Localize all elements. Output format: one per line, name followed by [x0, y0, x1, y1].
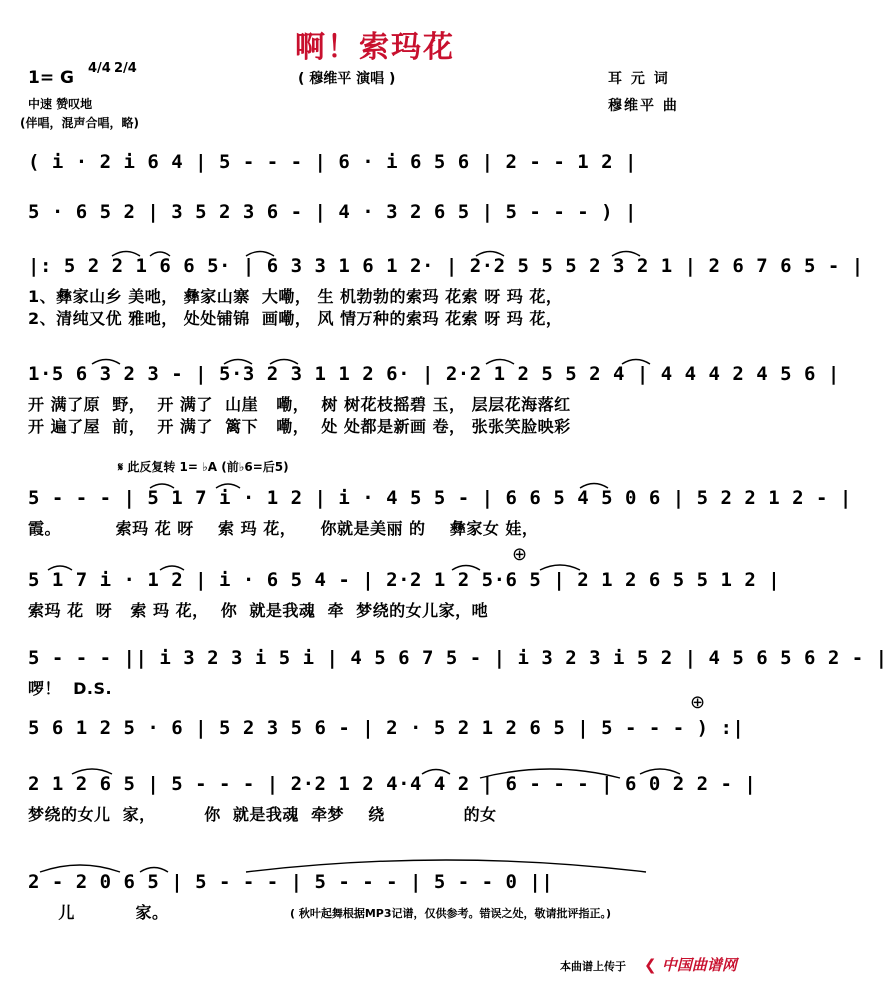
lyricist-credit: 耳 元 词: [608, 71, 670, 87]
notes-line: 5 - - - | 5 1 7 i · 1 2 | i · 4 5 5 - | 6 6 5 4 5 0 6 | 5 2 2 1 2 - |: [28, 487, 852, 509]
lyric-line: 梦绕的女儿 家， 你 就是我魂 牵梦 绕 的女: [28, 805, 497, 824]
lyric-line: 啰！ D.S.: [28, 679, 113, 698]
notes-line: 5 1 7 i · 1 2 | i · 6 5 4 - | 2·2 1 2 5·6 5 | 2 1 2 6 5 5 1 2 |: [28, 569, 781, 591]
upload-credit: 本曲谱上传于: [560, 960, 626, 973]
notes-line: |: 5 2 2 1 6 6 5· | 6 3 3 1 6 1 2· | 2·2 5 5 5 2 3 2 1 | 2 6 7 6 5 - |: [28, 255, 864, 277]
score-system-5: [28, 486, 852, 540]
score-system-1: [28, 150, 730, 174]
notes-line: ( i · 2 i 6 4 | 5 - - - | 6 · i 6 5 6 | 2 - - 1 2 |: [28, 151, 637, 173]
coda-icon: ⊕: [512, 544, 528, 565]
time-signature-1: 4/4: [88, 61, 111, 76]
notes-line: 5 · 6 5 2 | 3 5 2 3 6 - | 4 · 3 2 6 5 | 5 - - - ) |: [28, 201, 637, 223]
lyric-line: 霞。 索玛 花 呀 索 玛 花， 你就是美丽 的 彝家女 娃，: [28, 519, 539, 538]
lyric-verse-1: 1、彝家山乡 美吔， 彝家山寨 大嘞， 生 机勃勃的索玛 花索 呀 玛 花，: [28, 287, 563, 306]
lyric-verse-1: 开 满了原 野， 开 满了 山崖 嘞， 树 树花枝摇碧 玉， 层层花海落红: [28, 395, 571, 414]
key-signature: 1= G: [28, 68, 74, 88]
score-system-8: [28, 716, 745, 740]
page-title: 啊！索玛花: [295, 30, 455, 65]
time-signature-2: 2/4: [114, 61, 137, 76]
logo-icon: ❮: [644, 956, 657, 974]
score-system-9: [28, 772, 757, 826]
singer-credit: ( 穆维平 演唱 ): [298, 71, 396, 87]
site-logo: [644, 954, 737, 975]
lyric-line: 儿 家。: [28, 903, 169, 922]
score-system-6: [28, 568, 781, 622]
score-system-7: [28, 646, 888, 700]
score-system-3: [28, 254, 864, 330]
notes-line: 2 1 2 6 5 | 5 - - - | 2·2 1 2 4·4 4 2 | 6 - - - | 6 0 2 2 - |: [28, 773, 757, 795]
notes-line: 1·5 6 3 2 3 - | 5·3 2 3 1 1 2 6· | 2·2 1 2 5 5 2 4 | 4 4 4 2 4 5 6 |: [28, 363, 840, 385]
segno-modulation-mark: 𝄋 此反复转 1= ♭A (前♭6=后5): [118, 460, 289, 474]
site-name: 中国曲谱网: [661, 956, 737, 974]
coda-icon: ⊕: [690, 692, 706, 713]
lyric-verse-2: 2、清纯又优 雅吔， 处处铺锦 画嘞， 风 情万种的索玛 花索 呀 玛 花，: [28, 309, 563, 328]
notes-line: 5 6 1 2 5 · 6 | 5 2 3 5 6 - | 2 · 5 2 1 2 6 5 | 5 - - - ) :|: [28, 717, 745, 739]
accompaniment-note: (伴唱，混声合唱，略): [20, 116, 139, 130]
lyric-verse-2: 开 遍了屋 前， 开 满了 篱下 嘞， 处 处都是新画 卷， 张张笑脸映彩: [28, 417, 571, 436]
tempo-marking: 中速 赞叹地: [28, 97, 93, 111]
lyric-line: 索玛 花 呀 索 玛 花， 你 就是我魂 牵 梦绕的女儿家，吔: [28, 601, 489, 620]
transcriber-note: ( 秋叶起舞根据MP3记谱，仅供参考。错误之处，敬请批评指正。): [290, 907, 612, 920]
notes-line: 2 - 2 0 6 5 | 5 - - - | 5 - - - | 5 - - 0 ||: [28, 871, 554, 893]
score-system-4: [28, 362, 840, 438]
score-system-2: [28, 200, 730, 224]
composer-credit: 穆维平 曲: [608, 98, 679, 114]
notes-line: 5 - - - || i 3 2 3 i 5 i | 4 5 6 7 5 - | i 3 2 3 i 5 2 | 4 5 6 5 6 2 - |: [28, 647, 888, 669]
score-system-10: [28, 870, 730, 924]
